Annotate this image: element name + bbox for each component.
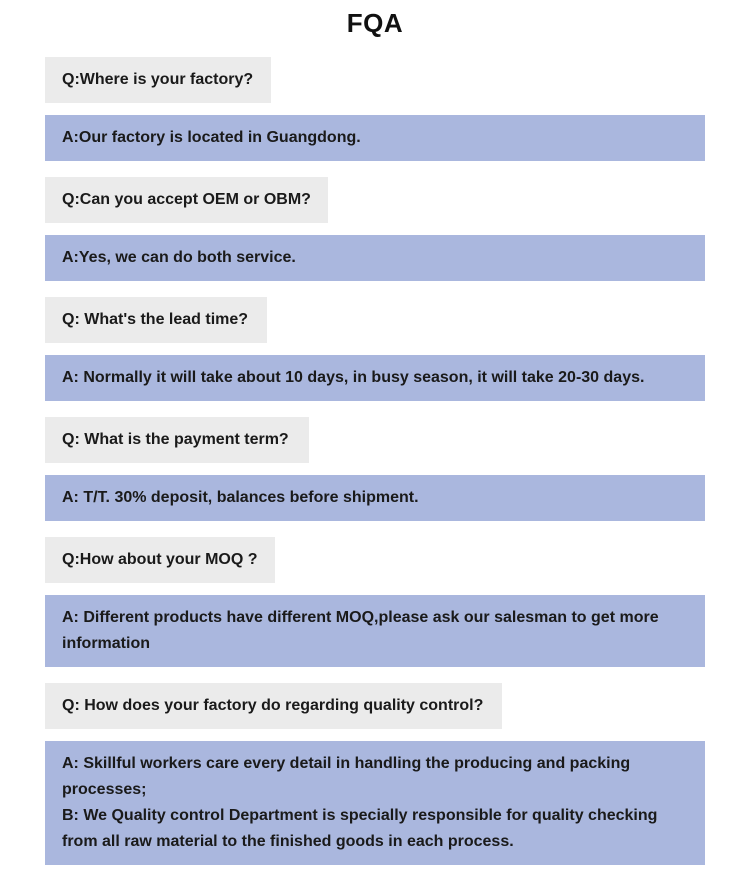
faq-question-moq: Q:How about your MOQ ? [45,537,275,583]
page-title: FQA [346,8,404,38]
faq-question-factory-location: Q:Where is your factory? [45,57,271,103]
faq-question-quality-control: Q: How does your factory do regarding quality control? [45,683,502,729]
faq-question-payment-term: Q: What is the payment term? [45,417,309,463]
faq-answer-line: A: Different products have different MOQ,please ask our salesman to get more [62,609,659,626]
faq-answer-line: processes; [62,781,147,798]
faq-answer-line: B: We Quality control Department is specially responsible for quality checking [62,807,658,824]
faq-question-oem-obm: Q:Can you accept OEM or OBM? [45,177,328,223]
faq-answer-lead-time: A: Normally it will take about 10 days, in busy season, it will take 20-30 days. [45,355,705,401]
faq-answer-oem-obm: A:Yes, we can do both service. [45,235,705,281]
faq-answer-line: information [62,635,150,652]
faq-answer-line: from all raw material to the finished goods in each process. [62,833,514,850]
faq-answer-quality-control [45,741,705,865]
faq-answer-moq [45,595,705,667]
faq-answer-payment-term: A: T/T. 30% deposit, balances before shipment. [45,475,705,521]
faq-answer-factory-location: A:Our factory is located in Guangdong. [45,115,705,161]
faq-question-lead-time: Q: What's the lead time? [45,297,267,343]
faq-answer-line: A: Skillful workers care every detail in handling the producing and packing [62,755,631,772]
